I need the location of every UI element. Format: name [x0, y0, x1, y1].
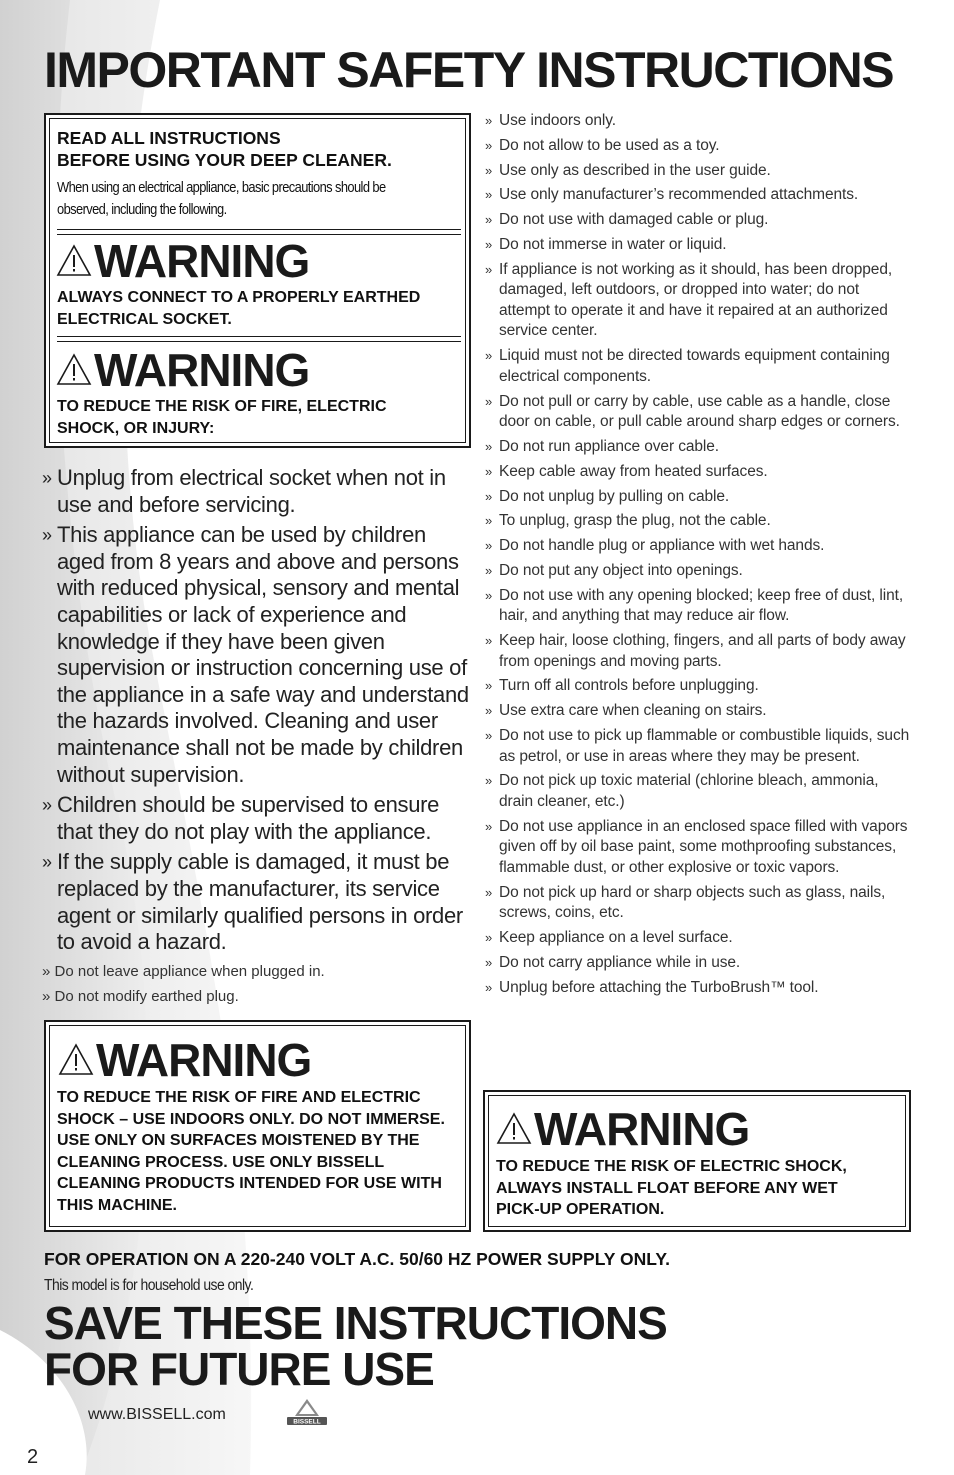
- list-item: [485, 511, 910, 532]
- bullet-marker: »: [485, 884, 493, 900]
- list-item: [42, 792, 472, 845]
- list-item-text: Do not immerse in water or liquid.: [499, 235, 727, 253]
- bullet-marker: »: [485, 818, 493, 834]
- warning-triangle-icon: [56, 244, 92, 278]
- bullet-marker: »: [485, 678, 493, 694]
- save-instructions-title: [44, 1297, 667, 1395]
- right-bullet-list: [485, 111, 910, 1002]
- list-item: [485, 883, 910, 924]
- bullet-marker: »: [485, 162, 493, 178]
- warning-3-box: [44, 1020, 471, 1232]
- list-item: [42, 522, 472, 788]
- read-heading: [57, 127, 457, 171]
- list-item-text: Do not unplug by pulling on cable.: [499, 487, 730, 505]
- save-title-line1: SAVE THESE INSTRUCTIONS: [44, 1297, 667, 1349]
- warning-triangle-icon: [58, 1043, 94, 1077]
- bullet-marker: »: [42, 795, 52, 816]
- list-item: [485, 210, 910, 231]
- logo-text: BISSELL: [293, 1418, 321, 1426]
- warning-3-title: WARNING: [96, 1034, 312, 1086]
- list-item-text: Keep appliance on a level surface.: [499, 929, 733, 947]
- page-number: 2: [27, 1446, 39, 1468]
- bullet-marker: »: [485, 261, 493, 277]
- list-item-text: Do not allow to be used as a toy.: [499, 136, 720, 154]
- save-title-line2: FOR FUTURE USE: [44, 1343, 434, 1395]
- list-item-text: If the supply cable is damaged, it must be replaced by the manufacturer, its service agent or similarly qualified persons in order to avoid a hazard.: [57, 849, 463, 955]
- bullet-marker: »: [485, 236, 493, 252]
- list-item: [485, 136, 910, 157]
- voltage-notice: FOR OPERATION ON A 220-240 VOLT A.C. 50/60 HZ POWER SUPPLY ONLY.: [44, 1249, 670, 1269]
- bullet-marker: »: [42, 525, 52, 546]
- bullet-marker: »: [485, 513, 493, 529]
- list-item-text: Do not pick up toxic material (chlorine bleach, ammonia, drain cleaner, etc.): [499, 772, 879, 810]
- list-item: [485, 726, 910, 767]
- list-item-text: Unplug before attaching the TurboBrush™ tool.: [499, 978, 819, 996]
- bullet-marker: »: [485, 488, 493, 504]
- list-item-text: Do not use with any opening blocked; keep free of dust, lint, hair, and anything that may reduce air flow.: [499, 586, 904, 625]
- warning-4-title: WARNING: [534, 1103, 750, 1155]
- list-item-text: This appliance can be used by children aged from 8 years and above and persons with reduced physical, sensory and mental capabilities or lack of experience and knowledge if they have been given supervision or instruction concerning use of the appliance in a safe way and understand the hazards involved. Cleaning and user maintenance shall not be made by children without supervision.: [57, 522, 469, 787]
- list-item: [485, 586, 910, 627]
- bullet-marker: »: [485, 703, 493, 719]
- list-item: [485, 817, 910, 879]
- list-item-text: Use only as described in the user guide.: [499, 161, 771, 179]
- list-item-text: Do not run appliance over cable.: [499, 438, 719, 455]
- list-item-text: If appliance is not working as it should, has been dropped, damaged, left outdoors, or dropped into water; do not attempt to operate it and have it repaired at an authorized service center.: [499, 260, 893, 340]
- left-small-bullet-list: [42, 960, 472, 1009]
- list-item: [485, 437, 910, 458]
- website-url: www.BISSELL.com: [88, 1406, 226, 1423]
- list-item: [485, 346, 910, 387]
- bullet-marker: »: [485, 538, 493, 554]
- list-item-text: To unplug, grasp the plug, not the cable.: [499, 512, 771, 530]
- list-item: [485, 260, 910, 342]
- warning-1-header: [56, 235, 310, 287]
- list-item: [42, 465, 472, 518]
- bullet-marker: »: [485, 187, 493, 203]
- list-item: [42, 849, 472, 955]
- warning-triangle-icon: [56, 353, 92, 387]
- bullet-marker: »: [485, 439, 493, 454]
- bullet-marker: »: [485, 393, 493, 409]
- list-item: [485, 111, 910, 132]
- warning-triangle-icon: [496, 1112, 532, 1146]
- bullet-marker: »: [485, 587, 493, 603]
- bullet-marker: »: [485, 212, 493, 228]
- read-heading-line2: BEFORE USING YOUR DEEP CLEANER.: [57, 150, 392, 170]
- list-item: [485, 978, 910, 999]
- warning-2-header: [56, 344, 310, 396]
- list-item-text: Do not pull or carry by cable, use cable as a handle, close door on cable, or pull cable around sharp edges or corners.: [499, 392, 900, 431]
- warning-1-text: ALWAYS CONNECT TO A PROPERLY EARTHED ELECTRICAL SOCKET.: [57, 289, 421, 328]
- bullet-marker: »: [485, 113, 493, 128]
- bullet-marker: »: [485, 954, 493, 970]
- list-item: [485, 561, 910, 582]
- list-item-text: Do not use to pick up flammable or combustible liquids, such as petrol, or use in areas where they may be present.: [499, 727, 910, 765]
- bissell-logo: [284, 1398, 330, 1428]
- list-item-text: Do not use appliance in an enclosed space filled with vapors given off by oil base paint, some mothproofing substances, flammable dust, or other explosive or toxic vapors.: [499, 817, 908, 876]
- list-item: [485, 185, 910, 206]
- list-item: [485, 161, 910, 182]
- list-item: [485, 392, 910, 433]
- warning-4-text: TO REDUCE THE RISK OF ELECTRIC SHOCK, ALWAYS INSTALL FLOAT BEFORE ANY WET PICK-UP OPERATION.: [496, 1158, 847, 1218]
- list-item: [485, 953, 910, 974]
- warning-2-text: TO REDUCE THE RISK OF FIRE, ELECTRIC SHOCK, OR INJURY:: [57, 398, 387, 437]
- list-item: [485, 536, 910, 557]
- list-item-text: Do not use with damaged cable or plug.: [499, 211, 769, 229]
- list-item: » Do not leave appliance when plugged in.: [42, 963, 325, 980]
- list-item: [485, 771, 910, 812]
- list-item: [485, 631, 910, 672]
- read-instructions-box: [44, 113, 471, 448]
- list-item: [485, 928, 910, 949]
- list-item: [485, 487, 910, 508]
- list-item-text: Use indoors only.: [499, 112, 616, 129]
- list-item: [485, 462, 910, 483]
- warning-1-title: WARNING: [94, 235, 310, 287]
- warning-3-text: TO REDUCE THE RISK OF FIRE AND ELECTRIC SHOCK – USE INDOORS ONLY. DO NOT IMMERSE. USE ONLY ON SURFACES MOISTENED BY THE CLEANING PROCESS. USE ONLY BISSELL CLEANING PRODUCTS INTENDED FOR USE WITH THIS MACHINE.: [57, 1089, 445, 1214]
- list-item-text: Keep hair, loose clothing, fingers, and all parts of body away from openings and moving parts.: [499, 632, 906, 670]
- list-item-text: Use only manufacturer’s recommended attachments.: [499, 186, 859, 204]
- bullet-marker: »: [485, 463, 493, 479]
- list-item-text: Keep cable away from heated surfaces.: [499, 462, 768, 480]
- list-item-text: Do not handle plug or appliance with wet hands.: [499, 537, 825, 555]
- list-item: [485, 701, 910, 722]
- page-title: IMPORTANT SAFETY INSTRUCTIONS: [44, 42, 894, 98]
- bullet-marker: »: [485, 773, 493, 789]
- warning-4-header: [496, 1103, 750, 1155]
- bullet-marker: »: [42, 852, 52, 873]
- list-item-text: Do not put any object into openings.: [499, 561, 743, 579]
- list-item-text: Unplug from electrical socket when not in use and before servicing.: [57, 465, 446, 517]
- bullet-marker: »: [485, 979, 493, 995]
- list-item-text: Use extra care when cleaning on stairs.: [499, 702, 767, 720]
- list-item-text: Do not pick up hard or sharp objects such as glass, nails, screws, coins, etc.: [499, 883, 886, 922]
- bullet-marker: »: [485, 348, 493, 364]
- read-heading-line1: READ ALL INSTRUCTIONS: [57, 128, 281, 148]
- bullet-marker: »: [485, 930, 493, 946]
- bullet-marker: »: [485, 633, 493, 649]
- household-notice: This model is for household use only.: [44, 1277, 254, 1294]
- list-item-text: Do not carry appliance while in use.: [499, 953, 741, 971]
- warning-4-box: [483, 1090, 911, 1232]
- bullet-marker: »: [42, 468, 52, 488]
- bullet-marker: »: [485, 562, 493, 578]
- list-item: [485, 676, 910, 697]
- read-intro-text: When using an electrical appliance, basic precautions should be observed, including the following.: [57, 179, 386, 218]
- list-item-text: Liquid must not be directed towards equipment containing electrical components.: [499, 347, 890, 385]
- list-item-text: Turn off all controls before unplugging.: [499, 677, 759, 695]
- divider: [57, 336, 461, 342]
- left-large-bullet-list: [42, 465, 472, 960]
- warning-2-title: WARNING: [94, 344, 310, 396]
- list-item-text: Children should be supervised to ensure that they do not play with the appliance.: [57, 792, 440, 844]
- list-item: » Do not modify earthed plug.: [42, 987, 239, 1005]
- warning-3-header: [58, 1034, 312, 1086]
- list-item: [485, 235, 910, 256]
- bullet-marker: »: [485, 728, 493, 743]
- bullet-marker: »: [485, 137, 493, 153]
